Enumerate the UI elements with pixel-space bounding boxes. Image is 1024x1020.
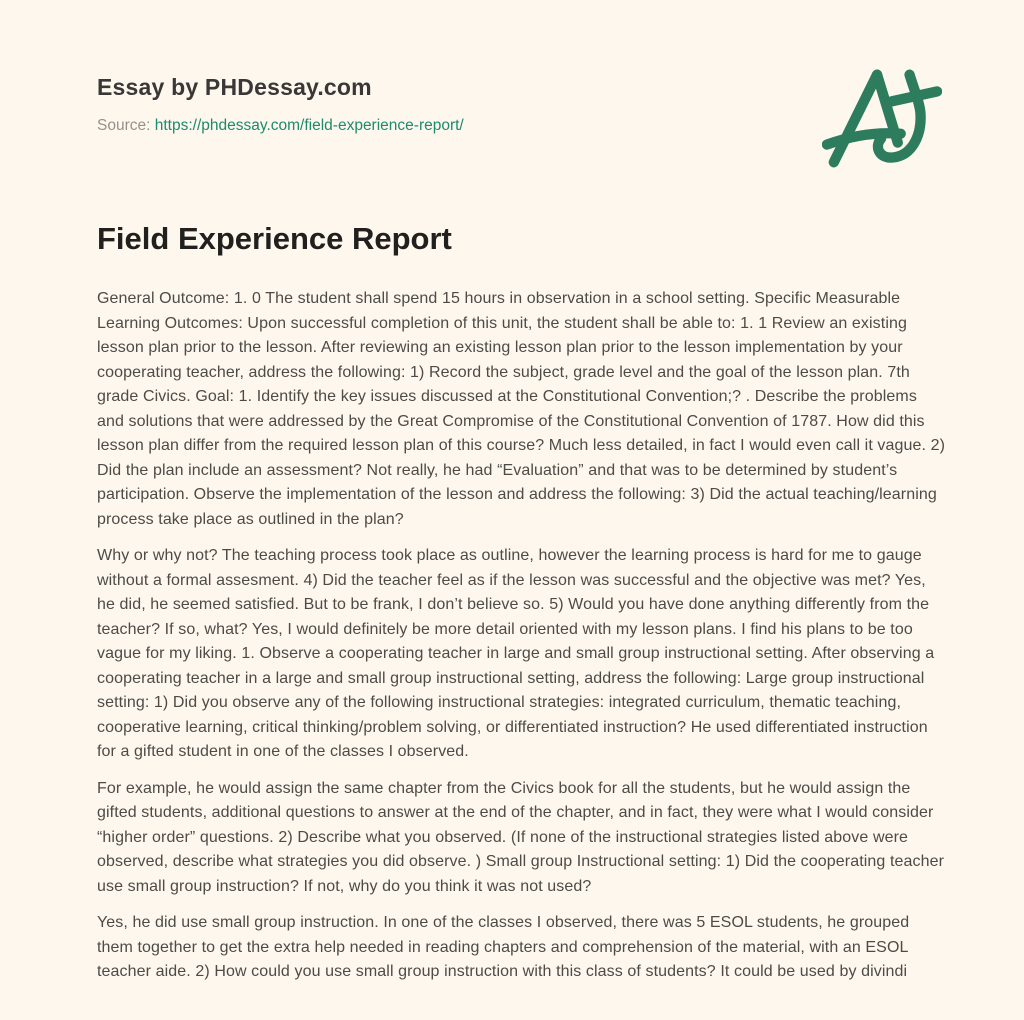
a-plus-logo-icon [822, 56, 942, 180]
brand-title: Essay by PHDessay.com [97, 74, 372, 100]
essay-paragraph-4: Yes, he did use small group instruction. In one of the classes I observed, there was 5 ESOL students, he grouped them together to get the extra help needed in reading chapters and comprehension of the material, with an ESOL teacher aide. 2) How could you use small group instruction with this class of students? It could be used by divindi [97, 914, 910, 980]
essay-paragraph-3: For example, he would assign the same chapter from the Civics book for all the students, but he would assign the gifted students, additional questions to answer at the end of the chapter, and in fact, they were what I would consider “higher order” questions. 2) Describe what you observed. (If none of the instructional strategies listed above were observed, describe what strategies you did observe. ) Small group Instructional setting: 1) Did the cooperating teacher use small group instruction? If not, why do you think it was not used? [97, 779, 945, 895]
essay-title: Field Experience Report [97, 221, 452, 256]
essay-paragraph-2: Why or why not? The teaching process took place as outline, however the learning process is hard for me to gauge without a formal assesment. 4) Did the teacher feel as if the lesson was successful and the objective was met? Yes, he did, he seemed satisfied. But to be frank, I don’t believe so. 5) Would you have done anything differently from the teacher? If so, what? Yes, I would definitely be more detail oriented with my lesson plans. I find his plans to be too vague for my liking. 1. Observe a cooperating teacher in large and small group instructional setting. After observing a cooperating teacher in a large and small group instructional setting, address the following: Large group instructional setting: 1) Did you observe any of the following instructional strategies: integrated curriculum, thematic teaching, cooperative learning, critical thinking/problem solving, or differentiated instruction? He used differentiated instruction for a gifted student in one of the classes I observed. [97, 547, 935, 760]
logo-a-left-leg [834, 75, 877, 163]
essay-article [97, 220, 947, 997]
source-line [97, 117, 464, 135]
logo-plus-bar [892, 91, 937, 101]
page-header [97, 74, 464, 135]
source-label: Source: [97, 117, 155, 134]
essay-paragraph-1: General Outcome: 1. 0 The student shall spend 15 hours in observation in a school setting. Specific Measurable Learning Outcomes: Upon successful completion of this unit, the student shall be able to: 1. 1 Review an existing lesson plan prior to the lesson. After reviewing an existing lesson plan prior to the lesson implementation by your cooperating teacher, address the following: 1) Record the subject, grade level and the goal of the lesson plan. 7th grade Civics. Goal: 1. Identify the key issues discussed at the Constitutional Convention;? . Describe the problems and solutions that were addressed by the Great Compromise of the Constitutional Convention of 1787. How did this lesson plan differ from the required lesson plan of this course? Much less detailed, in fact I would even call it vague. 2) Did the plan include an assessment? Not really, he had “Evaluation” and that was to be determined by student’s participation. Observe the implementation of the lesson and address the following: 3) Did the actual teaching/learning process take place as outlined in the plan? [97, 290, 946, 528]
source-link[interactable]: https://phdessay.com/field-experience-report/ [154, 117, 464, 134]
essay-body [97, 287, 947, 985]
logo-a-crossbar [827, 133, 901, 144]
